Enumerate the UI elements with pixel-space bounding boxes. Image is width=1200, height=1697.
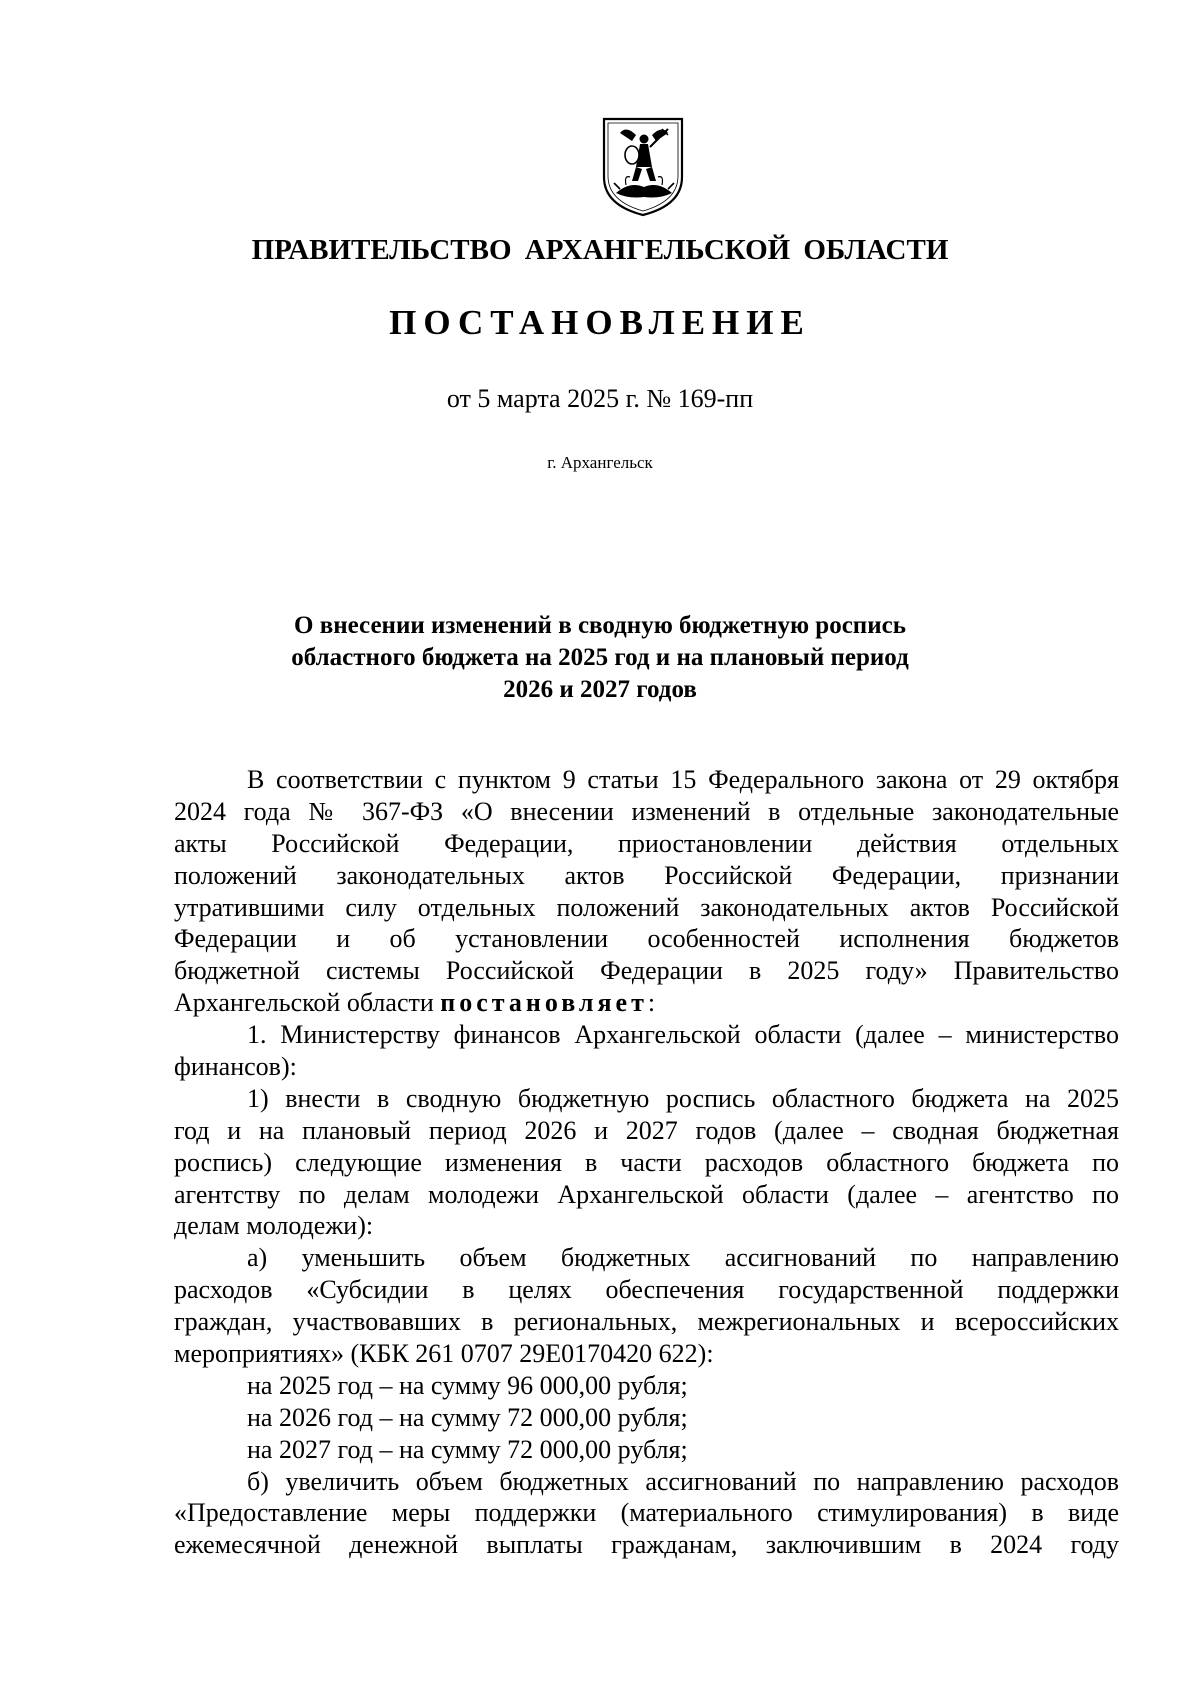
body-line: делам молодежи): (174, 1211, 374, 1241)
title-line: 2026 и 2027 годов (503, 676, 697, 703)
document-city: г. Архангельск (547, 453, 653, 472)
body-line: Федерации и об установлении особенностей исполнения бюджетов (174, 924, 1119, 954)
body-line: утратившими силу отдельных положений законодательных актов Российской (174, 892, 1119, 922)
body-line: «Предоставление меры поддержки (материального стимулирования) в виде (174, 1498, 1119, 1528)
organization-name: ПРАВИТЕЛЬСТВО АРХАНГЕЛЬСКОЙ ОБЛАСТИ (251, 234, 949, 266)
body-line: 2024 года № 367-ФЗ «О внесении изменений в отдельные законодательные (174, 796, 1119, 826)
body-line: расходов «Субсидии в целях обеспечения государственной поддержки (174, 1275, 1119, 1305)
coat-of-arms-icon (596, 115, 690, 217)
body-line: В соответствии с пунктом 9 статьи 15 Федерального закона от 29 октября (247, 765, 1119, 794)
title-line: О внесении изменений в сводную бюджетную роспись (294, 612, 906, 639)
document-title (200, 610, 1000, 706)
body-line: а) уменьшить объем бюджетных ассигнований по направлению (247, 1243, 1119, 1273)
resolution-suffix: : (647, 988, 656, 1018)
body-line: граждан, участвовавших в региональных, межрегиональных и всероссийских (174, 1307, 1119, 1337)
body-line: б) увеличить объем бюджетных ассигнований по направлению расходов (247, 1466, 1119, 1496)
resolution-prefix: Архангельской области (174, 988, 441, 1018)
body-line: мероприятиях» (КБК 261 0707 29Е0170420 622): (174, 1339, 714, 1369)
document-date-number: от 5 марта 2025 г. № 169-пп (446, 384, 754, 413)
body-line: финансов): (174, 1052, 297, 1082)
body-line: акты Российской Федерации, приостановлении действия отдельных (174, 828, 1119, 858)
amount-line: на 2027 год – на сумму 72 000,00 рубля; (247, 1434, 688, 1464)
amount-line: на 2026 год – на сумму 72 000,00 рубля; (247, 1402, 688, 1432)
body-line: год и на плановый период 2026 и 2027 годов (далее – сводная бюджетная (174, 1115, 1119, 1145)
body-line: 1. Министерству финансов Архангельской области (далее – министерство (247, 1020, 1119, 1050)
document-type-heading: ПОСТАНОВЛЕНИЕ (389, 303, 811, 342)
body-line-resolution (174, 987, 1119, 1019)
body-line: роспись) следующие изменения в части расходов областного бюджета по (174, 1147, 1119, 1177)
body-line: бюджетной системы Российской Федерации в 2025 году» Правительство (174, 956, 1119, 986)
title-line: областного бюджета на 2025 год и на плановый период (291, 644, 909, 671)
body-line: агентству по делам молодежи Архангельской области (далее – агентство по (174, 1179, 1119, 1209)
resolution-keyword: постановляет (440, 988, 648, 1018)
amount-line: на 2025 год – на сумму 96 000,00 рубля; (247, 1370, 688, 1400)
document-body (174, 764, 1119, 1561)
body-line: положений законодательных актов Российской Федерации, признании (174, 860, 1119, 890)
body-line: ежемесячной денежной выплаты гражданам, заключившим в 2024 году (174, 1530, 1119, 1560)
body-line: 1) внести в сводную бюджетную роспись областного бюджета на 2025 (247, 1083, 1119, 1113)
